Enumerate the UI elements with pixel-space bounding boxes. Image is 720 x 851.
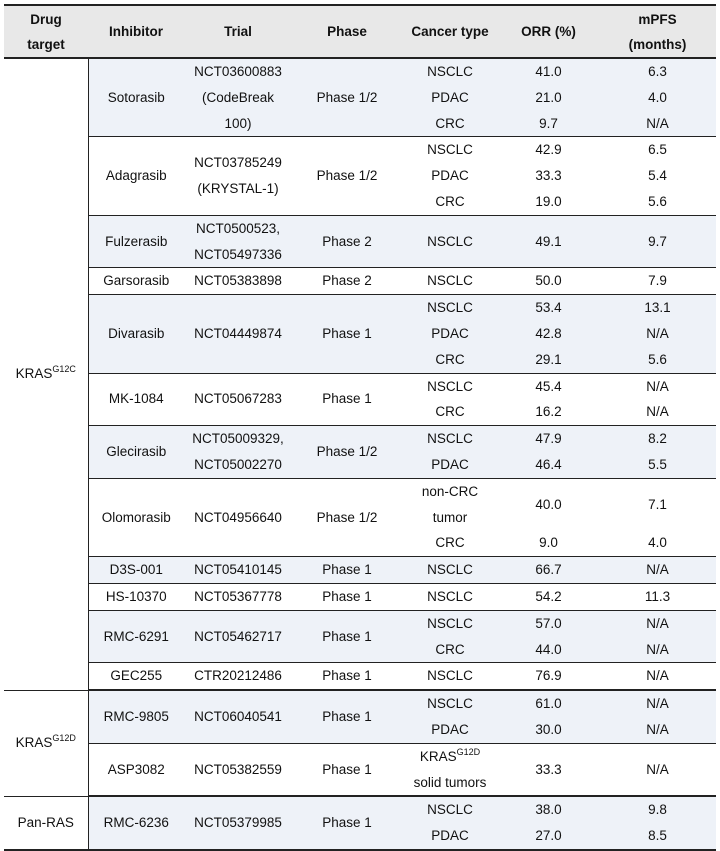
orr-cell bbox=[498, 137, 599, 215]
trial-cell bbox=[184, 690, 292, 743]
table-row bbox=[4, 743, 716, 796]
header-orr: ORR (%) bbox=[498, 5, 599, 58]
mpfs-cell bbox=[599, 478, 716, 556]
mpfs-value: 4.0 bbox=[648, 535, 667, 551]
phase-cell: Phase 1 bbox=[292, 796, 402, 850]
trial-cell bbox=[184, 373, 292, 426]
cancer-type-cell bbox=[402, 426, 498, 479]
orr-cell-line: 42.9 bbox=[535, 142, 562, 158]
cancer-type-cell-line: CRC bbox=[435, 115, 465, 131]
mpfs-cell bbox=[599, 610, 716, 663]
mpfs-cell-line: N/A bbox=[646, 696, 669, 712]
trial-id: NCT04956640 bbox=[194, 509, 282, 525]
orr-cell bbox=[498, 690, 599, 743]
cancer-type-cell bbox=[402, 557, 498, 584]
table-row bbox=[4, 557, 716, 584]
mpfs-cell-line: 9.8 bbox=[648, 802, 667, 818]
cancer-type-line: solid tumors bbox=[413, 774, 487, 790]
cancer-type-cell bbox=[402, 137, 498, 215]
cancer-type-cell-line: NSCLC bbox=[427, 696, 473, 712]
inhibitor-cell: RMC-9805 bbox=[88, 690, 184, 743]
cancer-type-cell-line: CRC bbox=[435, 535, 465, 551]
orr-cell-line: 21.0 bbox=[535, 89, 562, 105]
mpfs-cell bbox=[599, 663, 716, 690]
inhibitor-cell: RMC-6236 bbox=[88, 796, 184, 850]
trial-id: NCT05367778 bbox=[194, 588, 282, 604]
mpfs-cell-line: N/A bbox=[646, 378, 669, 394]
trial-cell bbox=[184, 295, 292, 373]
trial-id: NCT0500523, bbox=[195, 220, 281, 236]
cancer-type-cell bbox=[402, 268, 498, 295]
cancer-type-cell-line: PDAC bbox=[431, 89, 469, 105]
inhibitor-cell: GEC255 bbox=[88, 663, 184, 690]
trial-cell bbox=[184, 426, 292, 479]
cancer-type-line bbox=[402, 744, 498, 770]
orr-cell-line: 41.0 bbox=[535, 64, 562, 79]
mpfs-cell-line: N/A bbox=[646, 641, 669, 657]
trial-cell bbox=[184, 478, 292, 556]
orr-cell-line: 30.0 bbox=[535, 721, 562, 737]
trial-cell bbox=[184, 268, 292, 295]
phase-cell: Phase 2 bbox=[292, 268, 402, 295]
header-cancer-type: Cancer type bbox=[402, 5, 498, 58]
orr-cell-line: 19.0 bbox=[535, 193, 562, 209]
table-body bbox=[4, 58, 716, 850]
table-row bbox=[4, 215, 716, 268]
orr-cell bbox=[498, 58, 599, 137]
cancer-type-cell-line: PDAC bbox=[431, 828, 469, 844]
drug-target-name: KRAS bbox=[15, 366, 53, 382]
inhibitor-cell: Adagrasib bbox=[88, 137, 184, 215]
table-row bbox=[4, 690, 716, 743]
cancer-type-cell bbox=[402, 295, 498, 373]
drug-target-mutation: G12D bbox=[52, 733, 76, 744]
cancer-type-cell-line: CRC bbox=[435, 351, 465, 367]
mpfs-cell bbox=[599, 583, 716, 610]
mpfs-cell-line: 6.5 bbox=[648, 142, 667, 158]
inhibitor-cell: Sotorasib bbox=[88, 58, 184, 137]
trial-cell bbox=[184, 610, 292, 663]
inhibitor-cell: Garsorasib bbox=[88, 268, 184, 295]
table-row bbox=[4, 796, 716, 850]
inhibitor-cell: Glecirasib bbox=[88, 426, 184, 479]
cancer-type-cell bbox=[402, 373, 498, 426]
orr-cell bbox=[498, 557, 599, 584]
header-mpfs: mPFS (months) bbox=[599, 5, 716, 58]
inhibitor-cell: MK-1084 bbox=[88, 373, 184, 426]
trial-id: (KRYSTAL-1) bbox=[197, 181, 279, 197]
cancer-type-cell bbox=[402, 58, 498, 137]
drug-target-mutation: G12C bbox=[52, 364, 76, 375]
cancer-type-cell bbox=[402, 690, 498, 743]
table-row bbox=[4, 478, 716, 556]
cancer-type-cell-line: CRC bbox=[435, 641, 465, 657]
inhibitor-cell: D3S-001 bbox=[88, 557, 184, 584]
table-row bbox=[4, 268, 716, 295]
table-row bbox=[4, 295, 716, 373]
mpfs-cell bbox=[599, 295, 716, 373]
trial-id: NCT03785249 bbox=[194, 155, 282, 171]
orr-cell-line: 27.0 bbox=[535, 828, 562, 844]
cancer-type-cell-line: PDAC bbox=[431, 325, 469, 341]
mpfs-cell bbox=[599, 690, 716, 743]
trial-id: NCT05067283 bbox=[194, 391, 282, 407]
phase-cell: Phase 1 bbox=[292, 583, 402, 610]
orr-cell bbox=[498, 796, 599, 850]
trial-cell bbox=[184, 58, 292, 137]
mpfs-value: 7.1 bbox=[648, 496, 667, 512]
orr-cell bbox=[498, 663, 599, 690]
mpfs-cell-line: 11.3 bbox=[644, 588, 671, 604]
orr-cell bbox=[498, 426, 599, 479]
mpfs-cell bbox=[599, 58, 716, 137]
cancer-gene: KRAS bbox=[419, 748, 457, 764]
cancer-type-cell-line: NSCLC bbox=[427, 273, 473, 289]
inhibitor-cell: HS-10370 bbox=[88, 583, 184, 610]
cancer-type-cell bbox=[402, 583, 498, 610]
orr-cell-line: 50.0 bbox=[535, 273, 562, 289]
cancer-type-cell-line: PDAC bbox=[431, 721, 469, 737]
mpfs-cell bbox=[599, 137, 716, 215]
trial-cell bbox=[184, 137, 292, 215]
orr-cell-line: 46.4 bbox=[535, 456, 562, 472]
orr-cell-line: 76.9 bbox=[535, 668, 562, 684]
trial-id: NCT05382559 bbox=[194, 761, 282, 777]
phase-cell: Phase 1 bbox=[292, 373, 402, 426]
mpfs-cell-line: N/A bbox=[646, 668, 669, 684]
orr-cell-line: 9.7 bbox=[539, 115, 558, 131]
orr-cell-line: 47.9 bbox=[535, 431, 562, 447]
trial-id: CTR20212486 bbox=[194, 668, 282, 684]
drug-target-cell bbox=[4, 58, 88, 690]
inhibitor-cell: Divarasib bbox=[88, 295, 184, 373]
cancer-type-cell bbox=[402, 215, 498, 268]
cancer-type-cell-line: NSCLC bbox=[427, 142, 473, 158]
mpfs-cell-line: 5.5 bbox=[648, 456, 667, 472]
orr-cell-line: 53.4 bbox=[535, 300, 562, 316]
cancer-type-cell-line: PDAC bbox=[431, 456, 469, 472]
mpfs-cell-line: N/A bbox=[646, 562, 669, 578]
cancer-type-cell-line: non-CRC bbox=[421, 483, 479, 499]
orr-cell-line: 44.0 bbox=[535, 641, 562, 657]
mpfs-cell-line: 9.7 bbox=[648, 233, 667, 249]
inhibitor-cell: ASP3082 bbox=[88, 743, 184, 796]
cancer-type-cell-line: NSCLC bbox=[427, 588, 473, 604]
orr-cell bbox=[498, 610, 599, 663]
mpfs-cell bbox=[599, 743, 716, 796]
header-inhibitor: Inhibitor bbox=[88, 5, 184, 58]
drug-target-name: Pan-RAS bbox=[17, 814, 74, 830]
cancer-type-cell bbox=[402, 610, 498, 663]
trial-id: NCT05410145 bbox=[194, 562, 282, 578]
trial-id: NCT04449874 bbox=[194, 325, 282, 341]
drug-target-cell bbox=[4, 690, 88, 796]
clinical-trials-table bbox=[4, 4, 716, 851]
cancer-type-cell-line: NSCLC bbox=[427, 615, 473, 631]
cancer-type-cell-line: PDAC bbox=[431, 168, 469, 184]
trial-id: (CodeBreak bbox=[201, 89, 275, 105]
table-row bbox=[4, 663, 716, 690]
table-row bbox=[4, 426, 716, 479]
cancer-type-cell-line: CRC bbox=[435, 404, 465, 420]
orr-cell bbox=[498, 583, 599, 610]
cancer-type-cell bbox=[402, 743, 498, 796]
mpfs-cell-line: N/A bbox=[646, 115, 669, 131]
cancer-mutation: G12D bbox=[456, 746, 481, 757]
trial-id: NCT05002270 bbox=[194, 456, 282, 472]
orr-cell-line: 29.1 bbox=[535, 351, 562, 367]
mpfs-cell-line: 7.9 bbox=[648, 273, 667, 289]
trial-id: NCT05497336 bbox=[194, 246, 282, 262]
trial-cell bbox=[184, 743, 292, 796]
mpfs-cell-line: N/A bbox=[646, 404, 669, 420]
trial-id: NCT05379985 bbox=[194, 815, 282, 831]
drug-target-cell bbox=[4, 796, 88, 850]
phase-cell: Phase 2 bbox=[292, 215, 402, 268]
orr-cell-line: 57.0 bbox=[535, 615, 562, 631]
drug-target-name: KRAS bbox=[15, 735, 53, 751]
mpfs-cell-line: 8.2 bbox=[648, 431, 667, 447]
mpfs-cell-line: N/A bbox=[646, 721, 669, 737]
cancer-type-cell bbox=[402, 663, 498, 690]
orr-cell-line: 33.3 bbox=[535, 168, 562, 184]
orr-cell-line: 42.8 bbox=[535, 325, 562, 341]
orr-cell bbox=[498, 743, 599, 796]
trial-cell bbox=[184, 796, 292, 850]
mpfs-cell bbox=[599, 373, 716, 426]
phase-cell: Phase 1 bbox=[292, 557, 402, 584]
orr-cell-line: 16.2 bbox=[535, 404, 562, 420]
mpfs-cell-line: 5.4 bbox=[648, 168, 667, 184]
mpfs-cell-line: N/A bbox=[646, 615, 669, 631]
orr-cell bbox=[498, 373, 599, 426]
orr-cell-line: 61.0 bbox=[535, 696, 562, 712]
table-row bbox=[4, 610, 716, 663]
cancer-type-cell-line: tumor bbox=[432, 509, 468, 525]
inhibitor-cell: Fulzerasib bbox=[88, 215, 184, 268]
phase-cell: Phase 1/2 bbox=[292, 58, 402, 137]
orr-cell-line: 54.2 bbox=[535, 588, 562, 604]
phase-cell: Phase 1 bbox=[292, 743, 402, 796]
orr-cell bbox=[498, 268, 599, 295]
mpfs-cell-line: 8.5 bbox=[648, 828, 667, 844]
orr-value: 9.0 bbox=[539, 535, 558, 551]
mpfs-cell bbox=[599, 215, 716, 268]
mpfs-cell bbox=[599, 557, 716, 584]
trial-id: NCT05462717 bbox=[194, 628, 282, 644]
mpfs-cell-line: N/A bbox=[646, 325, 669, 341]
trial-id: NCT06040541 bbox=[194, 709, 282, 725]
trial-cell bbox=[184, 557, 292, 584]
mpfs-cell bbox=[599, 426, 716, 479]
cancer-type-cell-line: CRC bbox=[435, 193, 465, 209]
orr-cell bbox=[498, 295, 599, 373]
phase-cell: Phase 1 bbox=[292, 663, 402, 690]
cancer-type-cell bbox=[402, 796, 498, 850]
orr-cell-line: 49.1 bbox=[535, 233, 562, 249]
table-row bbox=[4, 58, 716, 137]
mpfs-cell bbox=[599, 268, 716, 295]
cancer-type-cell-line: NSCLC bbox=[427, 668, 473, 684]
cancer-type-cell bbox=[402, 478, 498, 556]
phase-cell: Phase 1/2 bbox=[292, 478, 402, 556]
trial-id: NCT03600883 bbox=[194, 64, 282, 79]
orr-cell-line: 33.3 bbox=[535, 761, 562, 777]
orr-cell-line: 66.7 bbox=[535, 562, 562, 578]
mpfs-cell-line: 5.6 bbox=[648, 351, 667, 367]
cancer-type-cell-line: NSCLC bbox=[427, 562, 473, 578]
cancer-type-cell-line: NSCLC bbox=[427, 300, 473, 316]
orr-cell bbox=[498, 478, 599, 556]
phase-cell: Phase 1 bbox=[292, 690, 402, 743]
cancer-type-cell-line: NSCLC bbox=[427, 233, 473, 249]
inhibitor-cell: Olomorasib bbox=[88, 478, 184, 556]
table-row bbox=[4, 137, 716, 215]
trial-id: NCT05383898 bbox=[194, 273, 282, 289]
mpfs-cell-line: 4.0 bbox=[648, 89, 667, 105]
header-drug-target: Drug target bbox=[4, 5, 88, 58]
table-row bbox=[4, 373, 716, 426]
orr-cell-line: 45.4 bbox=[535, 378, 562, 394]
cancer-type-cell-line: NSCLC bbox=[427, 431, 473, 447]
trial-cell bbox=[184, 663, 292, 690]
orr-value: 40.0 bbox=[535, 496, 562, 512]
phase-cell: Phase 1/2 bbox=[292, 137, 402, 215]
mpfs-cell-line: N/A bbox=[646, 761, 669, 777]
mpfs-cell bbox=[599, 796, 716, 850]
mpfs-cell-line: 5.6 bbox=[648, 193, 667, 209]
trial-cell bbox=[184, 583, 292, 610]
trial-cell bbox=[184, 215, 292, 268]
trial-id: NCT05009329, bbox=[192, 431, 284, 447]
orr-cell-line: 38.0 bbox=[535, 802, 562, 818]
phase-cell: Phase 1/2 bbox=[292, 426, 402, 479]
header-row bbox=[4, 5, 716, 58]
trial-id: 100) bbox=[224, 115, 252, 131]
cancer-type-cell-line: NSCLC bbox=[427, 802, 473, 818]
table-row bbox=[4, 583, 716, 610]
orr-cell bbox=[498, 215, 599, 268]
header-phase: Phase bbox=[292, 5, 402, 58]
cancer-type-cell-line: NSCLC bbox=[427, 64, 473, 79]
mpfs-cell-line: 6.3 bbox=[648, 64, 667, 79]
header-trial: Trial bbox=[184, 5, 292, 58]
phase-cell: Phase 1 bbox=[292, 610, 402, 663]
cancer-type-cell-line: NSCLC bbox=[427, 378, 473, 394]
phase-cell: Phase 1 bbox=[292, 295, 402, 373]
mpfs-cell-line: 13.1 bbox=[644, 300, 671, 316]
inhibitor-cell: RMC-6291 bbox=[88, 610, 184, 663]
